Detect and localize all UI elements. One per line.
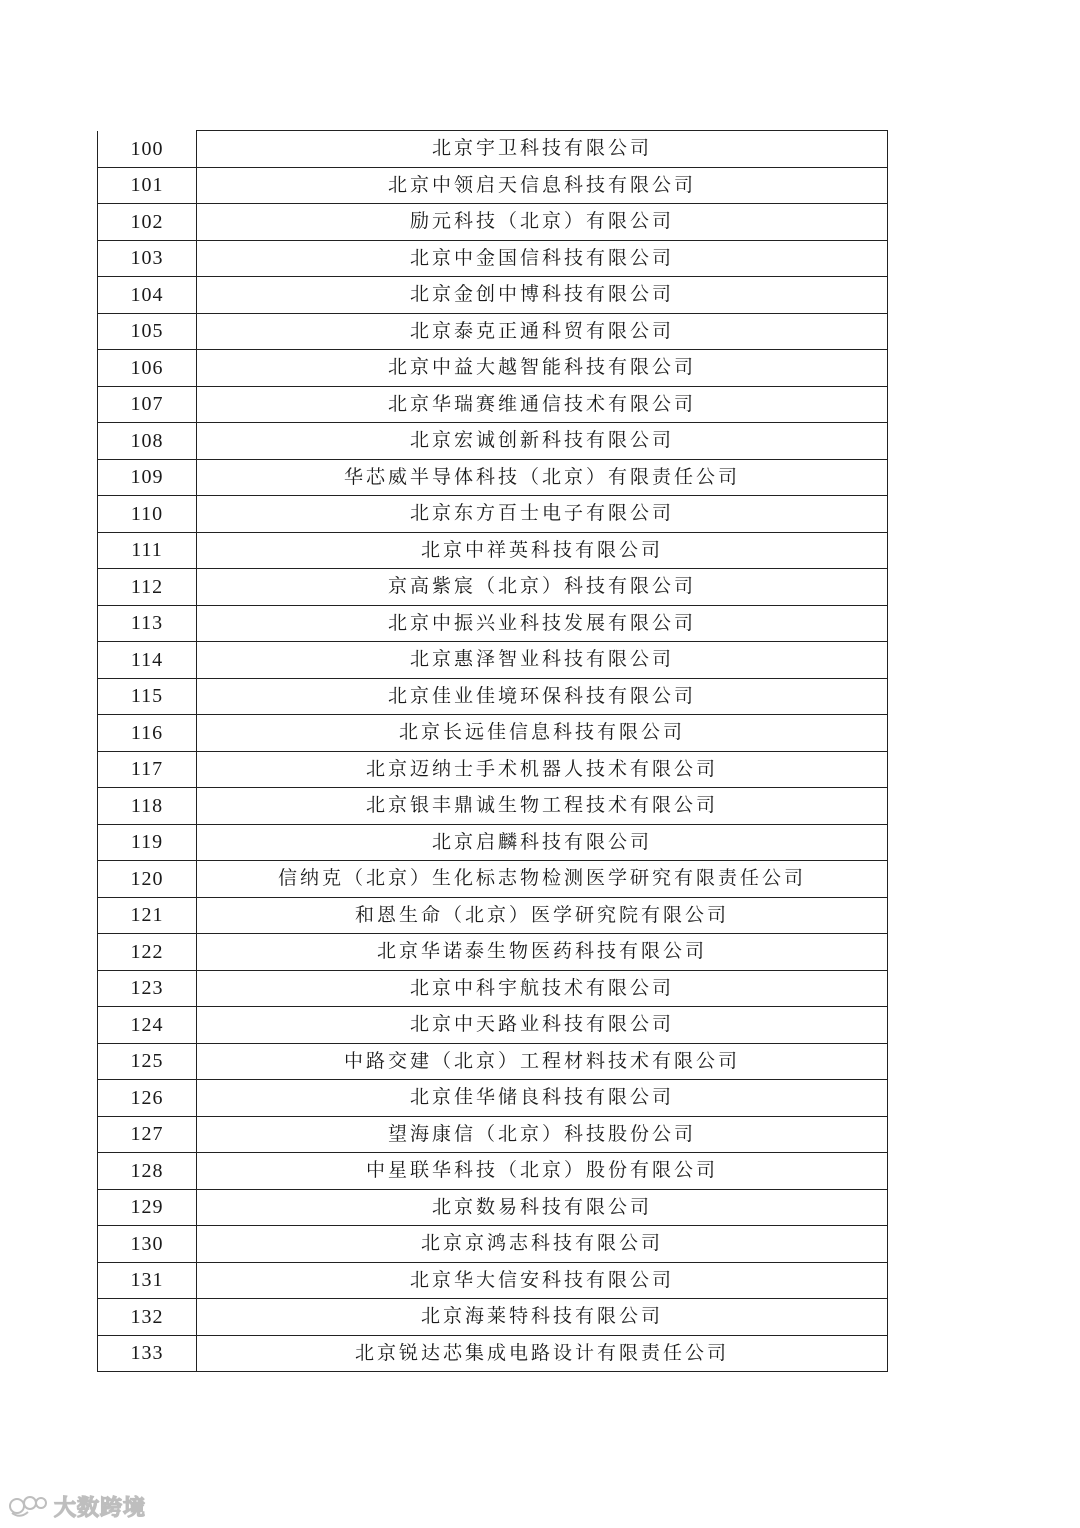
row-number: 115: [98, 678, 197, 715]
table-body: [98, 131, 888, 1372]
company-name: 北京迈纳士手术机器人技术有限公司: [197, 751, 888, 788]
table-row: [98, 1262, 888, 1299]
table-row: [98, 1116, 888, 1153]
table-row: [98, 1080, 888, 1117]
row-number: 127: [98, 1116, 197, 1153]
company-name: 北京数易科技有限公司: [197, 1189, 888, 1226]
table-row: [98, 350, 888, 387]
company-name: 北京中金国信科技有限公司: [197, 240, 888, 277]
watermark-text: 大数跨境: [54, 1495, 147, 1521]
company-name: 北京东方百士电子有限公司: [197, 496, 888, 533]
company-name: 和恩生命（北京）医学研究院有限公司: [197, 897, 888, 934]
table-row: [98, 1226, 888, 1263]
company-name: 北京中领启天信息科技有限公司: [197, 167, 888, 204]
company-name: 北京宇卫科技有限公司: [197, 131, 888, 168]
company-name: 华芯威半导体科技（北京）有限责任公司: [197, 459, 888, 496]
table-row: [98, 131, 888, 168]
table-row: [98, 167, 888, 204]
row-number: 110: [98, 496, 197, 533]
table-row: [98, 532, 888, 569]
table-row: [98, 204, 888, 241]
table-row: [98, 1043, 888, 1080]
company-name: 北京长远佳信息科技有限公司: [197, 715, 888, 752]
company-list-table: [97, 130, 888, 1372]
row-number: 113: [98, 605, 197, 642]
company-name: 京高紫宸（北京）科技有限公司: [197, 569, 888, 606]
row-number: 116: [98, 715, 197, 752]
table-row: [98, 1299, 888, 1336]
row-number: 101: [98, 167, 197, 204]
company-name: 北京华瑞赛维通信技术有限公司: [197, 386, 888, 423]
row-number: 109: [98, 459, 197, 496]
company-name: 望海康信（北京）科技股份公司: [197, 1116, 888, 1153]
table-row: [98, 824, 888, 861]
row-number: 112: [98, 569, 197, 606]
table-row: [98, 788, 888, 825]
table-row: [98, 1153, 888, 1190]
company-name: 北京惠泽智业科技有限公司: [197, 642, 888, 679]
watermark: [8, 1490, 146, 1522]
company-name: 北京佳业佳境环保科技有限公司: [197, 678, 888, 715]
company-name: 中星联华科技（北京）股份有限公司: [197, 1153, 888, 1190]
company-name: 信纳克（北京）生化标志物检测医学研究有限责任公司: [197, 861, 888, 898]
company-name: 北京中科宇航技术有限公司: [197, 970, 888, 1007]
table-row: [98, 861, 888, 898]
row-number: 102: [98, 204, 197, 241]
company-name: 北京锐达芯集成电路设计有限责任公司: [197, 1335, 888, 1372]
row-number: 132: [98, 1299, 197, 1336]
row-number: 128: [98, 1153, 197, 1190]
company-name: 北京华大信安科技有限公司: [197, 1262, 888, 1299]
table-row: [98, 240, 888, 277]
company-name: 北京京鸿志科技有限公司: [197, 1226, 888, 1263]
table-row: [98, 1007, 888, 1044]
company-name: 北京银丰鼎诚生物工程技术有限公司: [197, 788, 888, 825]
row-number: 125: [98, 1043, 197, 1080]
table-row: [98, 751, 888, 788]
row-number: 118: [98, 788, 197, 825]
table-row: [98, 715, 888, 752]
row-number: 121: [98, 897, 197, 934]
table-row: [98, 678, 888, 715]
row-number: 104: [98, 277, 197, 314]
company-name: 北京佳华储良科技有限公司: [197, 1080, 888, 1117]
table-row: [98, 496, 888, 533]
table-row: [98, 386, 888, 423]
table-row: [98, 1189, 888, 1226]
row-number: 126: [98, 1080, 197, 1117]
row-number: 129: [98, 1189, 197, 1226]
table-row: [98, 569, 888, 606]
row-number: 122: [98, 934, 197, 971]
company-name: 北京泰克正通科贸有限公司: [197, 313, 888, 350]
row-number: 107: [98, 386, 197, 423]
company-name: 北京中天路业科技有限公司: [197, 1007, 888, 1044]
row-number: 119: [98, 824, 197, 861]
company-name: 北京海莱特科技有限公司: [197, 1299, 888, 1336]
row-number: 105: [98, 313, 197, 350]
company-name: 励元科技（北京）有限公司: [197, 204, 888, 241]
logo-icon: [8, 1493, 48, 1519]
row-number: 108: [98, 423, 197, 460]
company-name: 北京华诺泰生物医药科技有限公司: [197, 934, 888, 971]
row-number: 106: [98, 350, 197, 387]
company-name: 北京宏诚创新科技有限公司: [197, 423, 888, 460]
row-number: 130: [98, 1226, 197, 1263]
table-row: [98, 897, 888, 934]
table-row: [98, 934, 888, 971]
row-number: 133: [98, 1335, 197, 1372]
company-name: 北京中益大越智能科技有限公司: [197, 350, 888, 387]
row-number: 103: [98, 240, 197, 277]
table-row: [98, 605, 888, 642]
company-name: 北京中祥英科技有限公司: [197, 532, 888, 569]
company-name: 北京中振兴业科技发展有限公司: [197, 605, 888, 642]
table-row: [98, 642, 888, 679]
table-row: [98, 1335, 888, 1372]
row-number: 114: [98, 642, 197, 679]
table-row: [98, 313, 888, 350]
row-number: 100: [98, 131, 197, 168]
company-name: 中路交建（北京）工程材料技术有限公司: [197, 1043, 888, 1080]
company-name: 北京启麟科技有限公司: [197, 824, 888, 861]
table-row: [98, 423, 888, 460]
row-number: 120: [98, 861, 197, 898]
row-number: 111: [98, 532, 197, 569]
row-number: 117: [98, 751, 197, 788]
row-number: 123: [98, 970, 197, 1007]
row-number: 131: [98, 1262, 197, 1299]
table-row: [98, 970, 888, 1007]
table-row: [98, 277, 888, 314]
row-number: 124: [98, 1007, 197, 1044]
table-row: [98, 459, 888, 496]
company-name: 北京金创中博科技有限公司: [197, 277, 888, 314]
